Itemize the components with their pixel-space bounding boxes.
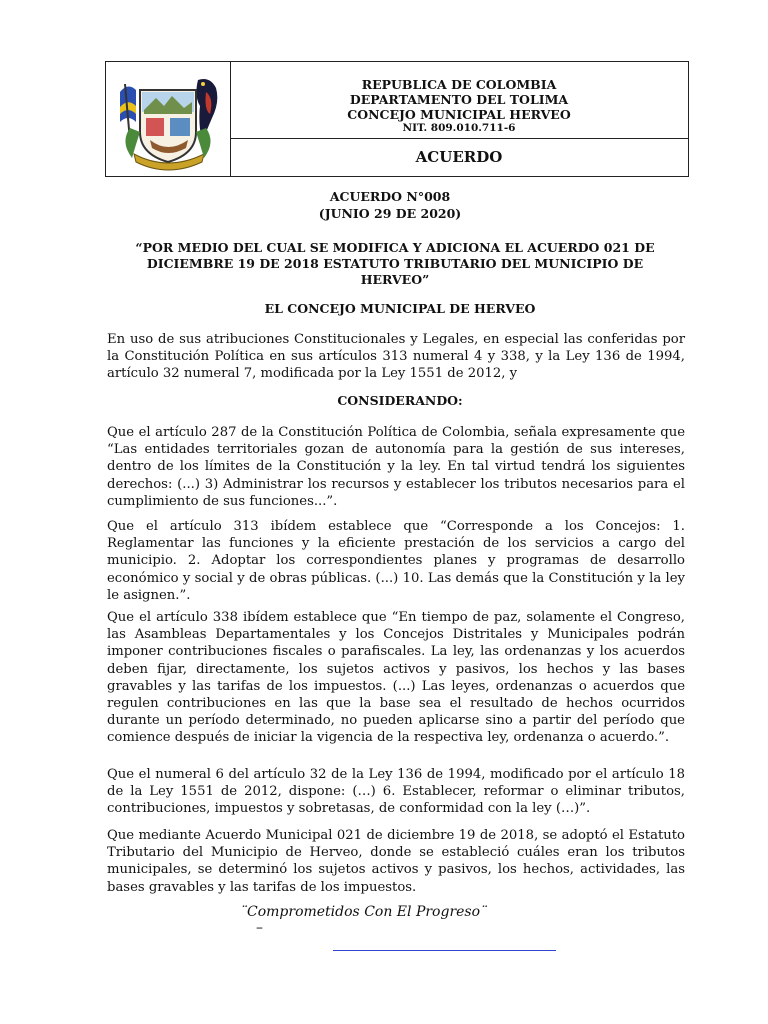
intro-paragraph: En uso de sus atribuciones Constitucionales y Legales, en especial las conferidas por la Constitución Política en sus artículos 313 numeral 4 y 338, y la Ley 136 de 1994, artículo 32 numeral 7, modificada por la Ley 1551 de 2012, y xyxy=(107,332,685,382)
agreement-date: (JUNIO 29 DE 2020) xyxy=(318,206,462,221)
footer-dash: – xyxy=(256,920,263,936)
country-line: REPUBLICA DE COLOMBIA xyxy=(361,77,557,92)
paragraph-art-313: Que el artículo 313 ibídem establece que “Corresponde a los Concejos: 1. Reglamentar las funciones y la eficiente prestación de los servicios a cargo del municipio. 2. Adoptar los correspondientes planes y programas de desarrollo económico y social y de obras públicas. (...) 10. Las demás que la Constitución y la ley le asignen.”. xyxy=(107,519,685,603)
council-line: CONCEJO MUNICIPAL HERVEO xyxy=(347,107,571,122)
footer-motto: ¨Comprometidos Con El Progreso¨ xyxy=(240,904,488,920)
coat-of-arms-icon xyxy=(106,62,230,176)
subject-line-3: HERVEO” xyxy=(360,272,430,287)
municipal-coat-of-arms xyxy=(106,62,231,176)
footer-link-line xyxy=(333,950,556,951)
paragraph-acuerdo-021: Que mediante Acuerdo Municipal 021 de diciembre 19 de 2018, se adoptó el Estatuto Tributario del Municipio de Herveo, donde se estableció cuáles eran los tributos municipales, se determinó los sujetos activos y pasivos, los hechos, actividades, las bases gravables y las tarifas de los impuestos. xyxy=(107,828,685,895)
institution-info xyxy=(230,62,688,139)
nit-line: NIT. 809.010.711-6 xyxy=(402,122,516,134)
paragraph-art-287: Que el artículo 287 de la Constitución Política de Colombia, señala expresamente que “Las entidades territoriales gozan de autonomía para la gestión de sus intereses, dentro de los límites de la Constitución y la ley. En tal virtud tendrá los siguientes derechos: (...) 3) Administrar los recursos y establecer los tributos necesarios para el cumplimiento de sus funciones...”. xyxy=(107,425,685,509)
considerando-heading: CONSIDERANDO: xyxy=(337,393,463,408)
paragraph-ley-136: Que el numeral 6 del artículo 32 de la Ley 136 de 1994, modificado por el artículo 18 de la Ley 1551 de 2012, dispone: (…) 6. Establecer, reformar o eliminar tributos, contribuciones, impuestos y sobretasas, de conformidad con la ley (…)”. xyxy=(107,767,685,817)
issuer-heading: EL CONCEJO MUNICIPAL DE HERVEO xyxy=(264,301,536,316)
agreement-number: ACUERDO N°008 xyxy=(329,189,451,204)
document-type: ACUERDO xyxy=(415,148,503,166)
letterhead xyxy=(105,61,689,177)
paragraph-art-338: Que el artículo 338 ibídem establece que “En tiempo de paz, solamente el Congreso, las Asambleas Departamentales y los Concejos Distritales y Municipales podrán imponer contribuciones fiscales o parafiscales. La ley, las ordenanzas y los acuerdos deben fijar, directamente, los sujetos activos y pasivos, los hechos y las bases gravables y las tarifas de los impuestos. (...) Las leyes, ordenanzas o acuerdos que regulen contribuciones en las que la base sea el resultado de hechos ocurridos durante un período determinado, no pueden aplicarse sino a partir del período que comience después de iniciar la vigencia de la respectiva ley, ordenanza o acuerdo.”. xyxy=(107,610,685,746)
subject-line-1: “POR MEDIO DEL CUAL SE MODIFICA Y ADICIONA EL ACUERDO 021 DE xyxy=(135,240,655,255)
department-line: DEPARTAMENTO DEL TOLIMA xyxy=(349,92,569,107)
subject-line-2: DICIEMBRE 19 DE 2018 ESTATUTO TRIBUTARIO DEL MUNICIPIO DE xyxy=(146,256,644,271)
